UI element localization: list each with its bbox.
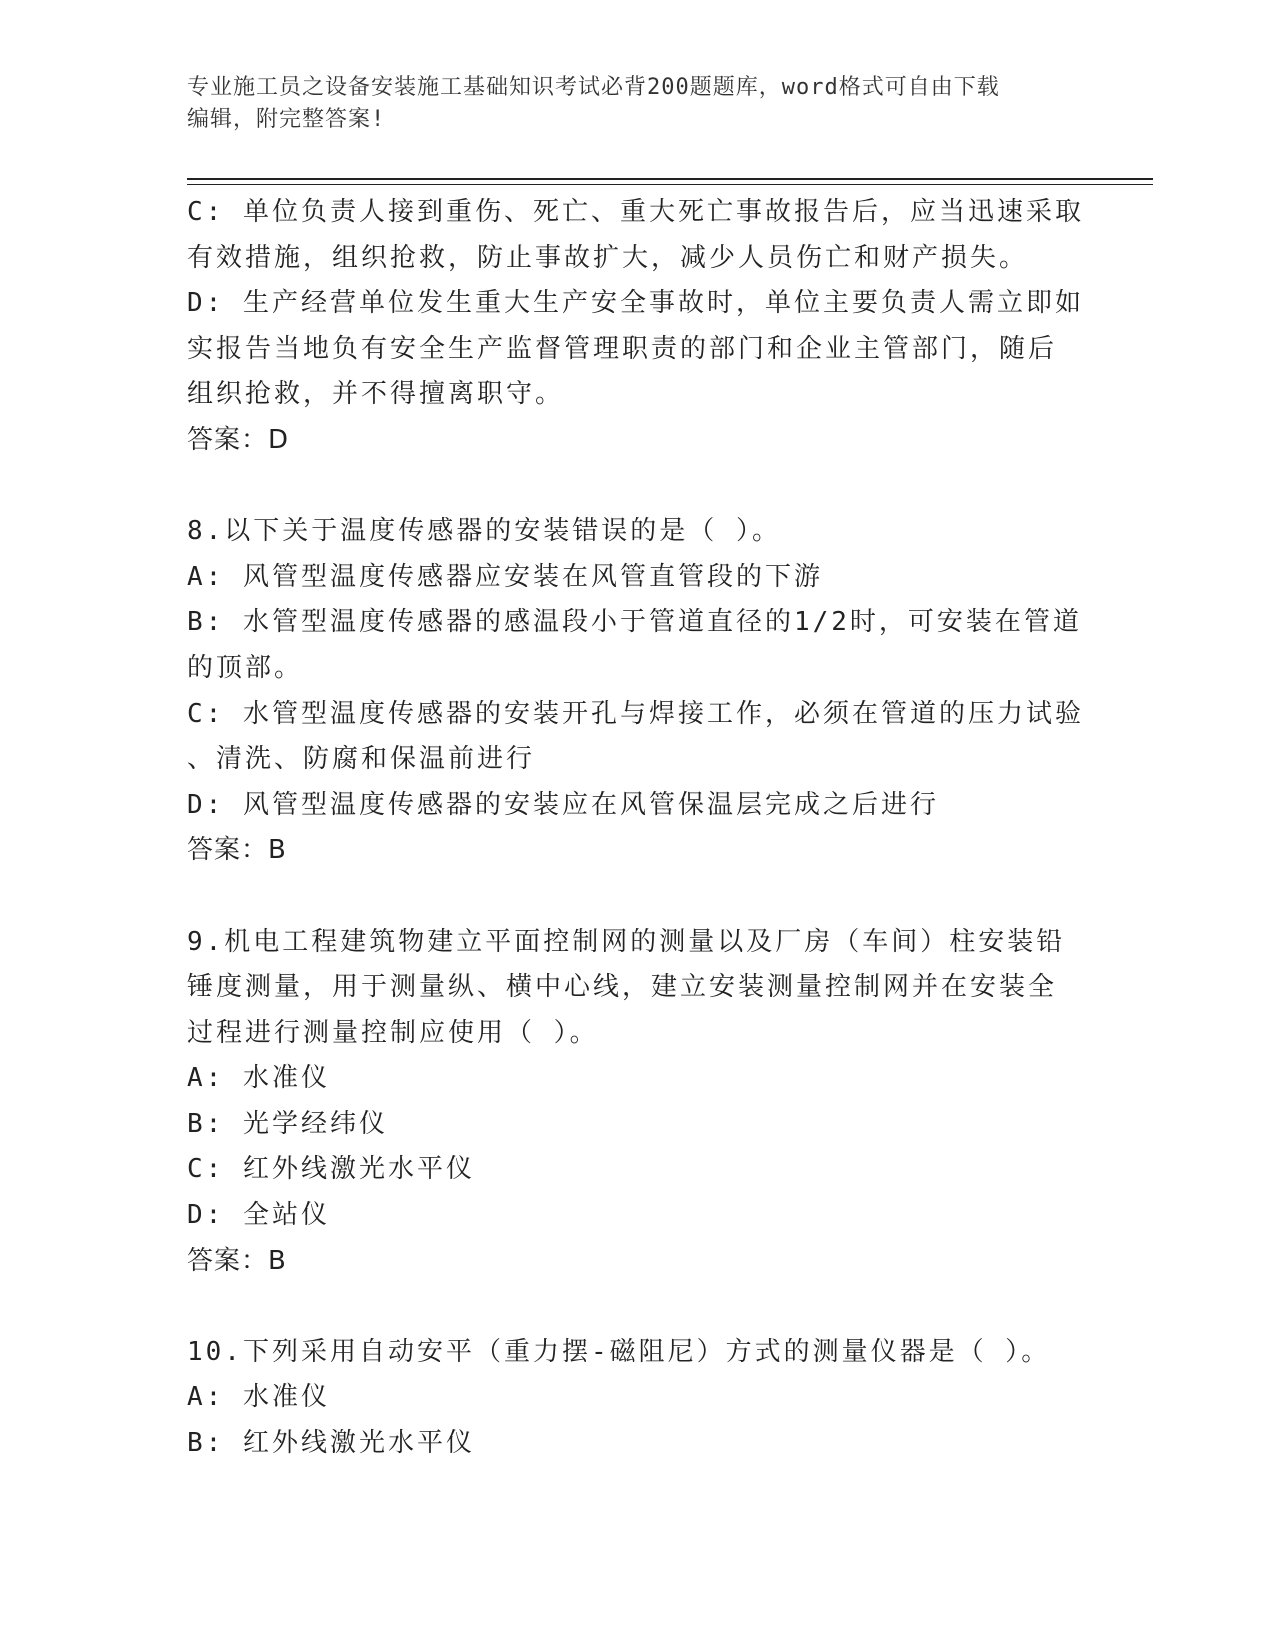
spacer: [187, 464, 1087, 510]
question-10: [187, 1330, 1087, 1467]
q7-option-d-line-1: D: 生产经营单位发生重大生产安全事故时，单位主要负责人需立即如: [187, 288, 1084, 319]
question-8: [187, 509, 1087, 874]
question-9: [187, 920, 1087, 1285]
q9-option-a: A: 水准仪: [187, 1063, 330, 1094]
q8-option-d: D: 风管型温度传感器的安装应在风管保温层完成之后进行: [187, 789, 939, 820]
question-content: [187, 190, 1087, 1467]
q9-option-d: D: 全站仪: [187, 1200, 330, 1231]
q10-option-a: A: 水准仪: [187, 1382, 330, 1413]
q8-option-a: A: 风管型温度传感器应安装在风管直管段的下游: [187, 561, 823, 592]
q9-stem-line-1: 9.机电工程建筑物建立平面控制网的测量以及厂房（车间）柱安装铅: [187, 926, 1066, 957]
q7-option-c-line-2: 有效措施，组织抢救，防止事故扩大，减少人员伤亡和财产损失。: [187, 242, 1029, 273]
q8-option-b-line-2: 的顶部。: [187, 652, 304, 683]
q8-option-c-line-2: 、清洗、防腐和保温前进行: [187, 744, 536, 775]
question-7-tail: [187, 190, 1087, 464]
q10-stem: 10.下列采用自动安平（重力摆-磁阻尼）方式的测量仪器是（ ）。: [187, 1336, 1051, 1367]
q9-stem-line-2: 锤度测量，用于测量纵、横中心线，建立安装测量控制网并在安装全: [187, 972, 1058, 1003]
q9-option-c: C: 红外线激光水平仪: [187, 1154, 475, 1185]
q7-option-d-line-2: 实报告当地负有安全生产监督管理职责的部门和企业主管部门，随后: [187, 333, 1058, 364]
q7-answer: 答案：D: [187, 424, 290, 455]
header-rule-thick: [187, 178, 1153, 180]
document-header: [187, 72, 1087, 136]
q8-option-b-line-1: B: 水管型温度传感器的感温段小于管道直径的1/2时，可安装在管道: [187, 607, 1082, 638]
header-line-2: 编辑，附完整答案!: [187, 107, 386, 132]
q10-option-b: B: 红外线激光水平仪: [187, 1428, 475, 1459]
header-line-1: 专业施工员之设备安装施工基础知识考试必背200题题库，word格式可自由下载: [187, 75, 1000, 100]
q9-option-b: B: 光学经纬仪: [187, 1108, 388, 1139]
q8-option-c-line-1: C: 水管型温度传感器的安装开孔与焊接工作，必须在管道的压力试验: [187, 698, 1084, 729]
spacer: [187, 874, 1087, 920]
q9-stem-line-3: 过程进行测量控制应使用（ ）。: [187, 1017, 599, 1048]
header-rule-thin: [187, 184, 1153, 185]
q9-answer: 答案：B: [187, 1245, 287, 1276]
q8-stem: 8.以下关于温度传感器的安装错误的是（ ）。: [187, 516, 781, 547]
spacer: [187, 1284, 1087, 1330]
q8-answer: 答案：B: [187, 835, 287, 866]
q7-option-c-line-1: C: 单位负责人接到重伤、死亡、重大死亡事故报告后，应当迅速采取: [187, 197, 1084, 227]
q7-option-d-line-3: 组织抢救，并不得擅离职守。: [187, 379, 565, 410]
